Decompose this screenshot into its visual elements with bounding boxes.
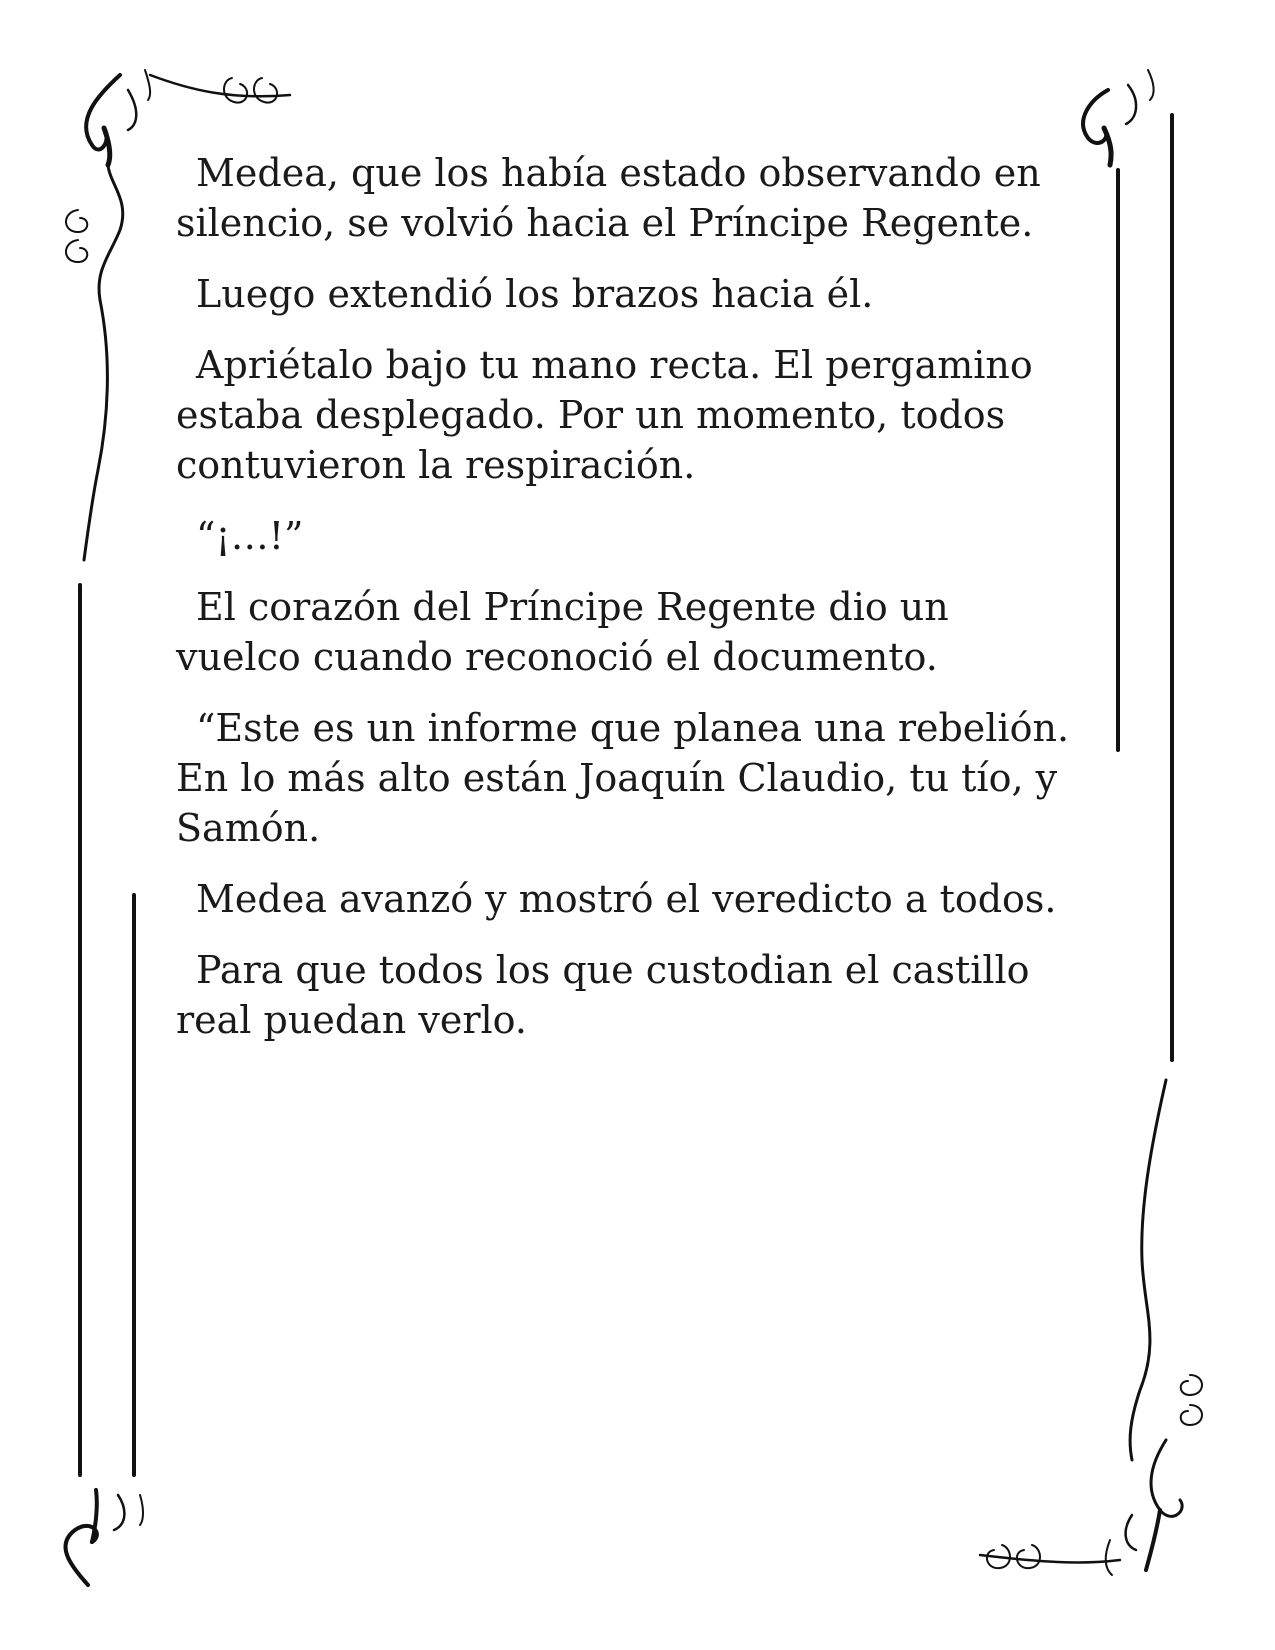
paragraph-7: Medea avanzó y mostró el veredicto a todos. bbox=[196, 877, 1057, 921]
paragraph-3: Apriétalo bajo tu mano recta. El pergamino estaba desplegado. Por un momento, todos contuvieron la respiración. bbox=[176, 343, 1033, 487]
paragraph-8: Para que todos los que custodian el castillo real puedan verlo. bbox=[176, 948, 1030, 1042]
flourish-bottom-right bbox=[980, 1080, 1202, 1575]
page-body bbox=[176, 148, 1081, 1066]
flourish-top-right bbox=[1083, 70, 1154, 165]
flourish-bottom-left bbox=[65, 1490, 143, 1585]
paragraph-6: “Este es un informe que planea una rebelión. En lo más alto están Joaquín Claudio, tu tío, y Samón. bbox=[176, 706, 1070, 850]
paragraph-5: El corazón del Príncipe Regente dio un vuelco cuando reconoció el documento. bbox=[176, 585, 949, 679]
paragraph-1: Medea, que los había estado observando en silencio, se volvió hacia el Príncipe Regente. bbox=[176, 151, 1041, 245]
paragraph-2: Luego extendió los brazos hacia él. bbox=[196, 272, 874, 316]
paragraph-4: “¡…!” bbox=[196, 514, 304, 558]
